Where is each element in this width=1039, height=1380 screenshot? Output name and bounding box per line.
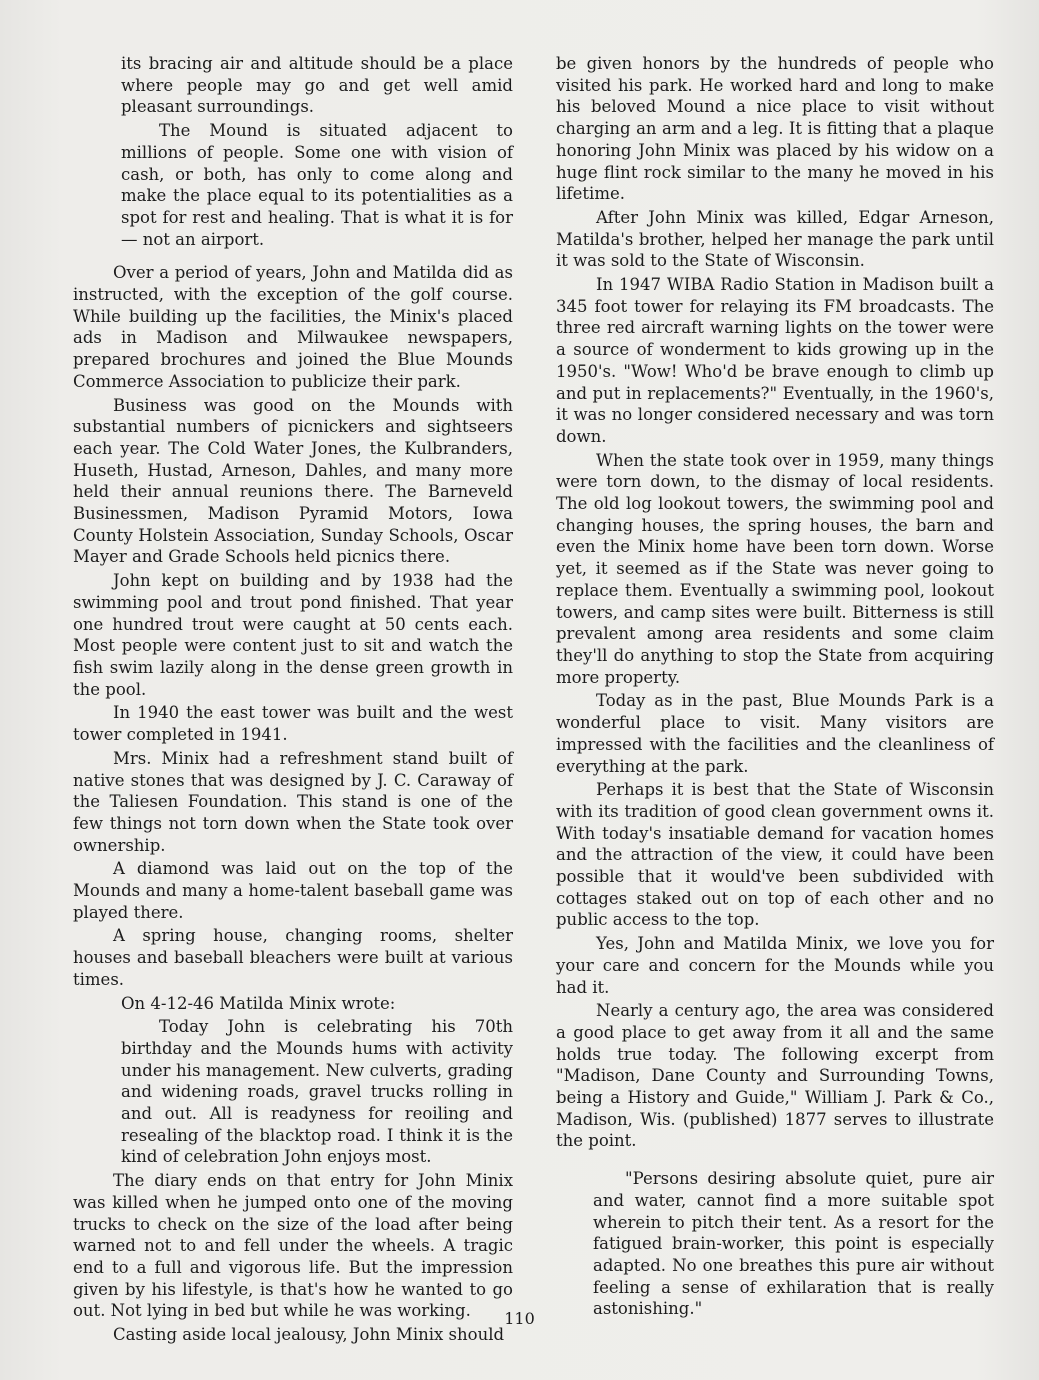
paragraph: Over a period of years, John and Matilda did as instructed, with the exception of the golf course. While building up the facilities, the Minix's placed ads in Madison and Milwaukee newspapers, prepared brochures and joined the Blue Mounds Commerce Association to publicize their park. (73, 263, 513, 391)
paragraph: Perhaps it is best that the State of Wisconsin with its tradition of good clean government owns it. With today's insatiable demand for vacation homes and the attraction of the view, it could have been possible that it would've been subdivided with cottages staked out on top of each other and no public access to the top. (556, 780, 994, 930)
page-number: 110 (504, 1309, 535, 1328)
left-column (73, 53, 513, 1348)
paragraph: A spring house, changing rooms, shelter houses and baseball bleachers were built at various times. (73, 926, 513, 989)
historical-excerpt-quote (556, 1168, 994, 1320)
quote-text: "Persons desiring absolute quiet, pure air and water, cannot find a more suitable spot wherein to pitch their tent. As a resort for the fatigued brain-worker, this point is especially adapted. No one breathes this pure air without feeling a sense of exhilaration that is really astonishing." (593, 1169, 994, 1319)
paragraph: In 1947 WIBA Radio Station in Madison built a 345 foot tower for relaying its FM broadcasts. The three red aircraft warning lights on the tower were a source of wonderment to kids growing up in the 1950's. "Wow! Who'd be brave enough to climb up and put in replacements?" Eventually, in the 1960's, it was no longer considered necessary and was torn down. (556, 275, 994, 446)
paragraph: On 4-12-46 Matilda Minix wrote: (121, 993, 396, 1013)
paragraph: Mrs. Minix had a refreshment stand built of native stones that was designed by J. C. Caraway of the Taliesen Foundation. This stand is one of the few things not torn down when the State took over ownership. (73, 748, 513, 855)
paragraph: John kept on building and by 1938 had the swimming pool and trout pond finished. That year one hundred trout were caught at 50 cents each. Most people were content just to sit and watch the fish swim lazily along in the dense green growth in the pool. (73, 571, 513, 699)
paragraph: After John Minix was killed, Edgar Arneson, Matilda's brother, helped her manage the park until it was sold to the State of Wisconsin. (556, 207, 994, 271)
diary-quote (73, 1016, 513, 1168)
paragraph: In 1940 the east tower was built and the west tower completed in 1941. (73, 703, 513, 745)
quote-text: Today John is celebrating his 70th birthday and the Mounds hums with activity under his management. New culverts, grading and widening roads, gravel trucks rolling in and out. All is readyness for reoiling and resealing of the blacktop road. I think it is the kind of celebration John enjoys most. (121, 1017, 513, 1167)
paragraph: Casting aside local jealousy, John Minix should (113, 1325, 505, 1345)
paragraph: Nearly a century ago, the area was considered a good place to get away from it all and the same holds true today. The following excerpt from "Madison, Dane County and Surrounding Towns, being a History and Guide," William J. Park & Co., Madison, Wis. (published) 1877 serves to illustrate the point. (556, 1001, 994, 1151)
paragraph: Today as in the past, Blue Mounds Park is a wonderful place to visit. Many visitors are impressed with the facilities and the cleanliness of everything at the park. (556, 691, 994, 776)
paragraph: The Mound is situated adjacent to millions of people. Some one with vision of cash, or both, has only to come along and make the place equal to its potentialities as a spot for rest and healing. That is what it is for — not an airport. (121, 121, 513, 249)
paragraph: be given honors by the hundreds of people who visited his park. He worked hard and long to make his beloved Mound a nice place to visit without charging an arm and a leg. It is fitting that a plaque honoring John Minix was placed by his widow on a huge flint rock similar to the many he moved in his lifetime. (556, 54, 994, 204)
paragraph: Yes, John and Matilda Minix, we love you for your care and concern for the Mounds while you had it. (556, 934, 994, 997)
paragraph: The diary ends on that entry for John Minix was killed when he jumped onto one of the moving trucks to check on the size of the load after being warned not to and fell under the wheels. A tragic end to a full and vigorous life. But the impression given by his lifestyle, is that's how he wanted to go out. Not lying in bed but while he was working. (73, 1171, 513, 1321)
paragraph: Business was good on the Mounds with substantial numbers of picnickers and sightseers each year. The Cold Water Jones, the Kulbranders, Huseth, Hustad, Arneson, Dahles, and many more held their annual reunions there. The Barneveld Businessmen, Madison Pyramid Motors, Iowa County Holstein Association, Sunday Schools, Oscar Mayer and Grade Schools held picnics there. (73, 395, 513, 567)
paragraph: When the state took over in 1959, many things were torn down, to the dismay of local residents. The old log lookout towers, the swimming pool and changing houses, the spring houses, the barn and even the Minix home have been torn down. Worse yet, it seemed as if the State was never going to replace them. Eventually a swimming pool, lookout towers, and camp sites were built. Bitterness is still prevalent among area residents and some claim they'll do anything to stop the State from acquiring more property. (556, 450, 994, 687)
paragraph: its bracing air and altitude should be a place where people may go and get well amid pleasant surroundings. (121, 54, 513, 117)
opening-quote-continuation (73, 53, 513, 250)
right-column (556, 53, 994, 1322)
paragraph: A diamond was laid out on the top of the Mounds and many a home-talent baseball game was played there. (73, 859, 513, 922)
